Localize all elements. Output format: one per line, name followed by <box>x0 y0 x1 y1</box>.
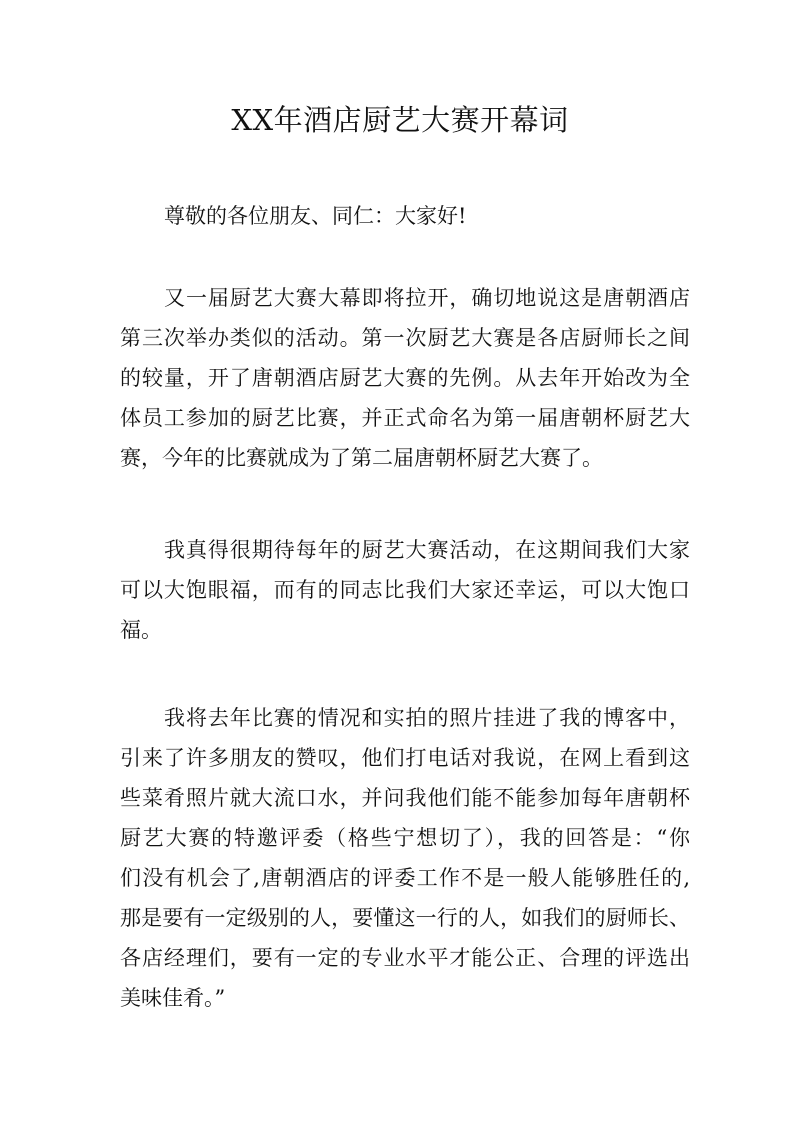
blog-paragraph <box>120 698 690 1018</box>
paragraph-line: 第三次举办类似的活动。第一次厨艺大赛是各店厨师长之间 <box>120 326 690 350</box>
paragraph-line: 又一届厨艺大赛大幕即将拉开，确切地说这是唐朝酒店 <box>164 286 690 310</box>
paragraph-line: 的较量，开了唐朝酒店厨艺大赛的先例。从去年开始改为全 <box>120 366 690 390</box>
paragraph-line: 体员工参加的厨艺比赛，并正式命名为第一届唐朝杯厨艺大 <box>120 406 690 430</box>
greeting-paragraph <box>120 196 690 236</box>
paragraph-line: 福。 <box>120 618 162 642</box>
paragraph-line: 各店经理们，要有一定的专业水平才能公正、合理的评选出 <box>120 946 690 970</box>
paragraph-line: 厨艺大赛的特邀评委（格些宁想切了），我的回答是：“你 <box>120 826 690 850</box>
expectation-paragraph <box>120 530 690 650</box>
intro-paragraph <box>120 278 690 478</box>
paragraph-line: 赛，今年的比赛就成为了第二届唐朝杯厨艺大赛了。 <box>120 446 603 470</box>
paragraph-line: 那是要有一定级别的人，要懂这一行的人，如我们的厨师长、 <box>120 906 690 930</box>
paragraph-line: 美味佳肴。” <box>120 986 226 1010</box>
paragraph-line: 我真得很期待每年的厨艺大赛活动，在这期间我们大家 <box>164 538 690 562</box>
document-title: XX年酒店厨艺大赛开幕词 <box>231 103 569 137</box>
paragraph-line: 可以大饱眼福，而有的同志比我们大家还幸运，可以大饱口 <box>120 578 690 602</box>
paragraph-line: 些菜肴照片就大流口水，并问我他们能不能参加每年唐朝杯 <box>120 786 690 810</box>
paragraph-line: 引来了许多朋友的赞叹，他们打电话对我说，在网上看到这 <box>120 746 690 770</box>
paragraph-line: 我将去年比赛的情况和实拍的照片挂进了我的博客中， <box>164 706 690 730</box>
paragraph-line: 尊敬的各位朋友、同仁：大家好! <box>164 204 467 228</box>
paragraph-line: 们没有机会了,唐朝酒店的评委工作不是一般人能够胜任的, <box>120 866 690 890</box>
